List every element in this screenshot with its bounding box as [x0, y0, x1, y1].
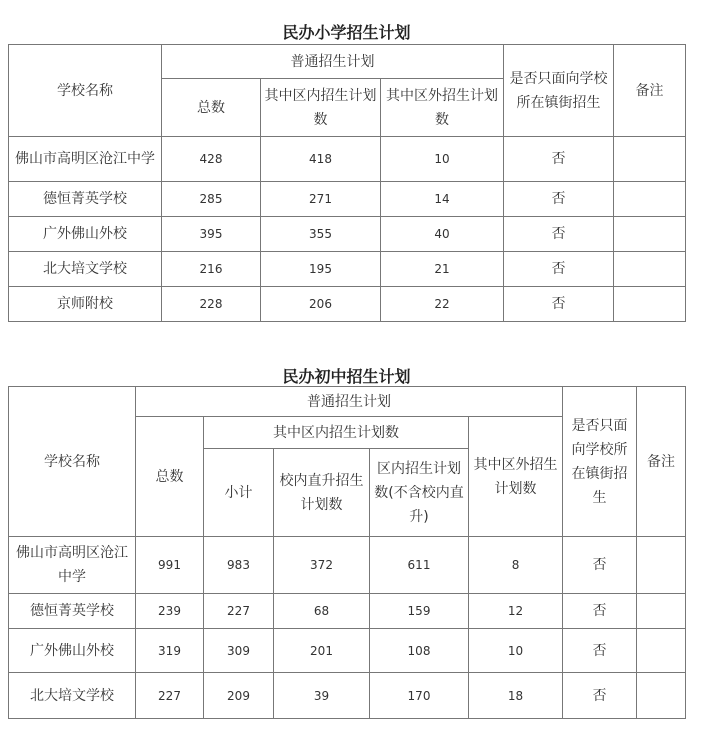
school-name-cell: 德恒菁英学校 [9, 182, 162, 217]
local-only-cell: 否 [504, 287, 614, 322]
direct-promotion-cell: 201 [274, 629, 370, 673]
header-direct-promotion: 校内直升招生计划数 [274, 449, 370, 537]
total-cell: 227 [136, 673, 204, 719]
table-row [9, 673, 686, 719]
header-subtotal: 小计 [204, 449, 274, 537]
direct-promotion-cell: 39 [274, 673, 370, 719]
direct-promotion-cell: 68 [274, 594, 370, 629]
header-total: 总数 [136, 417, 204, 537]
total-cell: 991 [136, 537, 204, 594]
remark-cell [614, 287, 686, 322]
remark-cell [614, 182, 686, 217]
local-only-cell: 否 [563, 673, 637, 719]
school-name-cell: 广外佛山外校 [9, 217, 162, 252]
out-district-cell: 10 [381, 137, 504, 182]
header-out-district: 其中区外招生计划数 [381, 79, 504, 137]
out-district-cell: 12 [469, 594, 563, 629]
primary-enrollment-table [8, 44, 686, 322]
remark-cell [614, 252, 686, 287]
remark-cell [637, 594, 686, 629]
school-name-cell: 北大培文学校 [9, 673, 136, 719]
junior-table-title: 民办初中招生计划 [282, 367, 411, 386]
header-in-district: 其中区内招生计划数 [204, 417, 469, 449]
out-district-cell: 14 [381, 182, 504, 217]
local-only-cell: 否 [563, 594, 637, 629]
table-row [9, 252, 686, 287]
total-cell: 428 [162, 137, 261, 182]
in-district-excl-cell: 159 [370, 594, 469, 629]
header-in-district: 其中区内招生计划数 [261, 79, 381, 137]
in-district-excl-cell: 108 [370, 629, 469, 673]
in-district-cell: 271 [261, 182, 381, 217]
remark-cell [637, 629, 686, 673]
school-name-cell: 佛山市高明区沧江中学 [9, 537, 136, 594]
total-cell: 319 [136, 629, 204, 673]
in-district-excl-cell: 611 [370, 537, 469, 594]
school-name-cell: 佛山市高明区沧江中学 [9, 137, 162, 182]
out-district-cell: 40 [381, 217, 504, 252]
total-cell: 239 [136, 594, 204, 629]
out-district-cell: 18 [469, 673, 563, 719]
remark-cell [637, 673, 686, 719]
local-only-cell: 否 [504, 217, 614, 252]
header-in-district-excl: 区内招生计划数(不含校内直升) [370, 449, 469, 537]
junior-enrollment-table [8, 386, 686, 719]
primary-table-title: 民办小学招生计划 [282, 23, 411, 42]
header-total: 总数 [162, 79, 261, 137]
table-row [9, 287, 686, 322]
total-cell: 285 [162, 182, 261, 217]
subtotal-cell: 209 [204, 673, 274, 719]
table-row [9, 537, 686, 594]
subtotal-cell: 983 [204, 537, 274, 594]
out-district-cell: 8 [469, 537, 563, 594]
in-district-cell: 195 [261, 252, 381, 287]
table-row [9, 594, 686, 629]
local-only-cell: 否 [504, 182, 614, 217]
school-name-cell: 广外佛山外校 [9, 629, 136, 673]
school-name-cell: 京师附校 [9, 287, 162, 322]
in-district-excl-cell: 170 [370, 673, 469, 719]
table-row [9, 182, 686, 217]
local-only-cell: 否 [504, 137, 614, 182]
in-district-cell: 418 [261, 137, 381, 182]
header-local-only: 是否只面向学校所在镇街招生 [504, 45, 614, 137]
total-cell: 228 [162, 287, 261, 322]
table-row [9, 217, 686, 252]
local-only-cell: 否 [563, 629, 637, 673]
header-remark: 备注 [614, 45, 686, 137]
header-regular-plan: 普通招生计划 [136, 387, 563, 417]
in-district-cell: 355 [261, 217, 381, 252]
header-out-district: 其中区外招生计划数 [469, 417, 563, 537]
table-row [9, 137, 686, 182]
header-school-name: 学校名称 [9, 45, 162, 137]
remark-cell [637, 537, 686, 594]
out-district-cell: 21 [381, 252, 504, 287]
header-school-name: 学校名称 [9, 387, 136, 537]
total-cell: 395 [162, 217, 261, 252]
out-district-cell: 22 [381, 287, 504, 322]
school-name-cell: 北大培文学校 [9, 252, 162, 287]
header-local-only: 是否只面向学校所在镇街招生 [563, 387, 637, 537]
header-regular-plan: 普通招生计划 [162, 45, 504, 79]
out-district-cell: 10 [469, 629, 563, 673]
direct-promotion-cell: 372 [274, 537, 370, 594]
local-only-cell: 否 [504, 252, 614, 287]
school-name-cell: 德恒菁英学校 [9, 594, 136, 629]
remark-cell [614, 137, 686, 182]
total-cell: 216 [162, 252, 261, 287]
in-district-cell: 206 [261, 287, 381, 322]
subtotal-cell: 227 [204, 594, 274, 629]
table-row [9, 629, 686, 673]
header-remark: 备注 [637, 387, 686, 537]
remark-cell [614, 217, 686, 252]
local-only-cell: 否 [563, 537, 637, 594]
subtotal-cell: 309 [204, 629, 274, 673]
